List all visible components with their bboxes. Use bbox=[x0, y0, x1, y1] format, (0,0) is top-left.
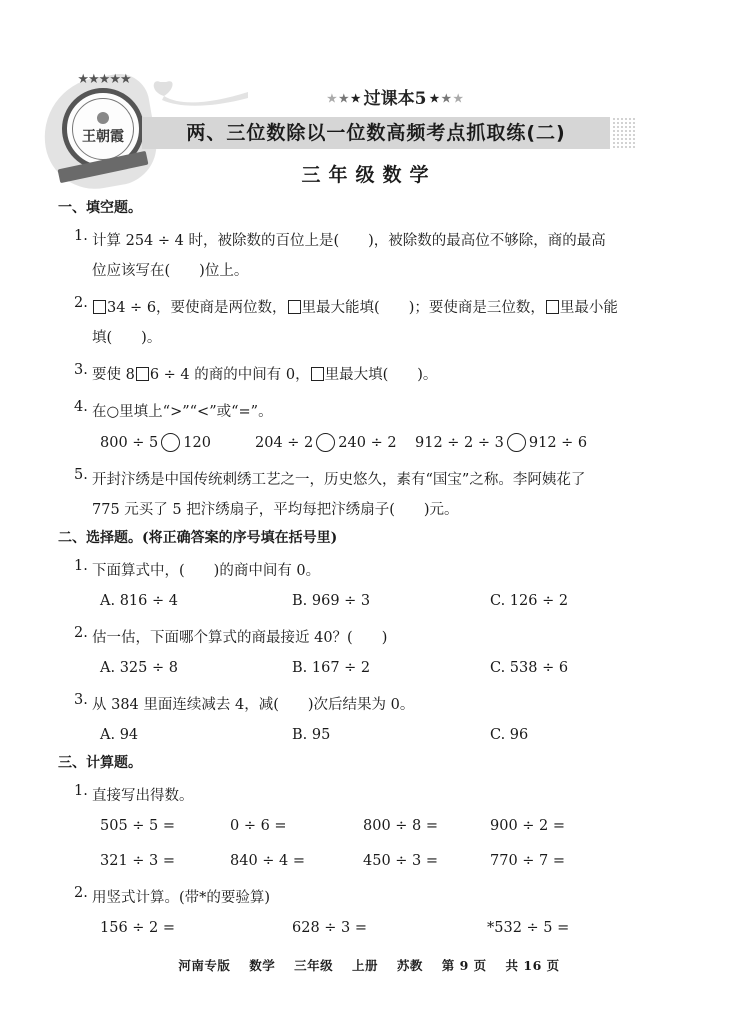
footer-total-pages: 共 16 页 bbox=[505, 958, 560, 973]
question-number: 4. bbox=[74, 399, 88, 415]
question bbox=[62, 397, 702, 427]
question-number: 5. bbox=[74, 467, 88, 483]
ribbon-decoration bbox=[150, 78, 250, 108]
expr-left: 912 ÷ 2 ÷ 3 bbox=[415, 435, 504, 451]
series-label bbox=[326, 84, 464, 109]
question-number: 1. bbox=[74, 783, 88, 799]
question-text: 开封汴绣是中国传统刺绣工艺之一，历史悠久，素有“国宝”之称。李阿姨花了 bbox=[92, 472, 586, 488]
question bbox=[62, 226, 702, 286]
question-number: 3. bbox=[74, 362, 88, 378]
calc-item: 450 ÷ 3 = bbox=[363, 853, 439, 869]
question-number: 1. bbox=[74, 228, 88, 244]
option-c[interactable]: C. 126 ÷ 2 bbox=[490, 593, 569, 609]
question-text: 用竖式计算。(带*的要验算) bbox=[92, 890, 271, 906]
question-number: 3. bbox=[74, 692, 88, 708]
question-number: 2. bbox=[74, 885, 88, 901]
option-a[interactable]: A. 94 bbox=[100, 727, 139, 743]
expr-left: 204 ÷ 2 bbox=[255, 435, 314, 451]
page-footer bbox=[0, 956, 738, 974]
calc-item: 840 ÷ 4 = bbox=[230, 853, 306, 869]
option-c[interactable]: C. 538 ÷ 6 bbox=[490, 660, 569, 676]
comparison-item bbox=[415, 428, 587, 458]
calc-item: *532 ÷ 5 = bbox=[487, 920, 570, 936]
stars-right-icon: ★ ★ ★ bbox=[429, 91, 464, 105]
question bbox=[62, 883, 702, 913]
options-row bbox=[62, 653, 702, 683]
logo-text: 王朝霞 bbox=[82, 129, 124, 145]
calc-item: 156 ÷ 2 = bbox=[100, 920, 176, 936]
section-title: 一、填空题。 bbox=[58, 200, 142, 216]
calc-item: 321 ÷ 3 = bbox=[100, 853, 176, 869]
comparison-row bbox=[62, 428, 702, 458]
options-row bbox=[62, 720, 702, 750]
question-number: 1. bbox=[74, 558, 88, 574]
sun-icon bbox=[97, 112, 109, 124]
calc-item: 770 ÷ 7 = bbox=[490, 853, 566, 869]
stars-left-icon: ★ ★ ★ bbox=[327, 91, 361, 105]
calc-row bbox=[62, 846, 702, 876]
page-title: 两、三位数除以一位数高频考点抓取练(二) bbox=[186, 122, 566, 144]
section-title: 三、计算题。 bbox=[58, 755, 142, 771]
question bbox=[62, 781, 702, 811]
expr-right: 912 ÷ 6 bbox=[528, 435, 588, 451]
text-fragment: 要使 8 bbox=[92, 367, 135, 383]
blank-box[interactable] bbox=[288, 300, 301, 314]
option-b[interactable]: B. 167 ÷ 2 bbox=[292, 660, 371, 676]
calc-item: 900 ÷ 2 = bbox=[490, 818, 566, 834]
question-number: 2. bbox=[74, 625, 88, 641]
question bbox=[62, 360, 702, 390]
question-text: 下面算式中，( )的商中间有 0。 bbox=[92, 563, 321, 579]
comparison-item bbox=[100, 428, 255, 458]
option-a[interactable]: A. 325 ÷ 8 bbox=[100, 660, 178, 676]
page-subtitle: 三年级数学 bbox=[301, 164, 437, 186]
footer-volume: 上册 bbox=[352, 958, 379, 973]
banner-dots-decoration bbox=[612, 117, 636, 149]
blank-box[interactable] bbox=[93, 300, 106, 314]
footer-grade: 三年级 bbox=[294, 958, 334, 973]
question bbox=[62, 465, 702, 525]
calc-item: 800 ÷ 8 = bbox=[363, 818, 439, 834]
compare-circle[interactable] bbox=[507, 433, 526, 452]
worksheet-content bbox=[58, 198, 702, 943]
text-fragment: 6 ÷ 4 的商的中间有 0， bbox=[149, 367, 310, 383]
question-text: 从 384 里面连续减去 4，减( )次后结果为 0。 bbox=[92, 697, 415, 713]
calc-row bbox=[62, 913, 702, 943]
question-text: 计算 254 ÷ 4 时，被除数的百位上是( )，被除数的最高位不够除，商的最高 bbox=[92, 233, 606, 249]
question-text: 直接写出得数。 bbox=[92, 788, 194, 804]
options-row bbox=[62, 586, 702, 616]
text-fragment: 里最小能 bbox=[559, 300, 618, 316]
option-c[interactable]: C. 96 bbox=[490, 727, 529, 743]
question-text: 估一估，下面哪个算式的商最接近 40？( ) bbox=[92, 630, 388, 646]
blank-box[interactable] bbox=[136, 367, 149, 381]
question bbox=[62, 556, 702, 586]
footer-publisher: 苏教 bbox=[396, 958, 423, 973]
text-fragment: 34 ÷ 6，要使商是两位数， bbox=[107, 300, 287, 316]
section-title: 二、选择题。(将正确答案的序号填在括号里) bbox=[58, 530, 338, 546]
expr-right: 240 ÷ 2 bbox=[338, 435, 397, 451]
question-text: 位应该写在( )位上。 bbox=[92, 263, 249, 279]
question-text: 775 元买了 5 把汴绣扇子，平均每把汴绣扇子( )元。 bbox=[92, 502, 459, 518]
footer-subject: 数学 bbox=[249, 958, 276, 973]
calc-row bbox=[62, 811, 702, 841]
question bbox=[62, 293, 702, 353]
question bbox=[62, 623, 702, 653]
compare-circle[interactable] bbox=[316, 433, 335, 452]
question-text: 填( )。 bbox=[92, 330, 162, 346]
text-fragment: 里最大能填( )；要使商是三位数， bbox=[301, 300, 545, 316]
question bbox=[62, 690, 702, 720]
question-text bbox=[92, 293, 702, 323]
calc-item: 628 ÷ 3 = bbox=[292, 920, 368, 936]
expr-right: 120 bbox=[183, 435, 211, 451]
expr-left: 800 ÷ 5 bbox=[100, 435, 159, 451]
footer-page-number: 第 9 页 bbox=[441, 958, 487, 973]
crown-icon: ★★★★★ bbox=[77, 72, 131, 87]
option-b[interactable]: B. 969 ÷ 3 bbox=[292, 593, 371, 609]
blank-box[interactable] bbox=[311, 367, 324, 381]
text-fragment: 里最大填( )。 bbox=[324, 367, 438, 383]
blank-box[interactable] bbox=[546, 300, 559, 314]
option-b[interactable]: B. 95 bbox=[292, 727, 331, 743]
series-text: 过课本5 bbox=[363, 89, 427, 109]
compare-circle[interactable] bbox=[161, 433, 180, 452]
question-text: 在○里填上“>”“<”或“=”。 bbox=[92, 404, 273, 420]
question-text bbox=[92, 360, 702, 390]
question-number: 2. bbox=[74, 295, 88, 311]
calc-item: 0 ÷ 6 = bbox=[230, 818, 287, 834]
footer-edition: 河南专版 bbox=[178, 958, 231, 973]
calc-item: 505 ÷ 5 = bbox=[100, 818, 176, 834]
option-a[interactable]: A. 816 ÷ 4 bbox=[100, 593, 178, 609]
comparison-item bbox=[255, 428, 415, 458]
